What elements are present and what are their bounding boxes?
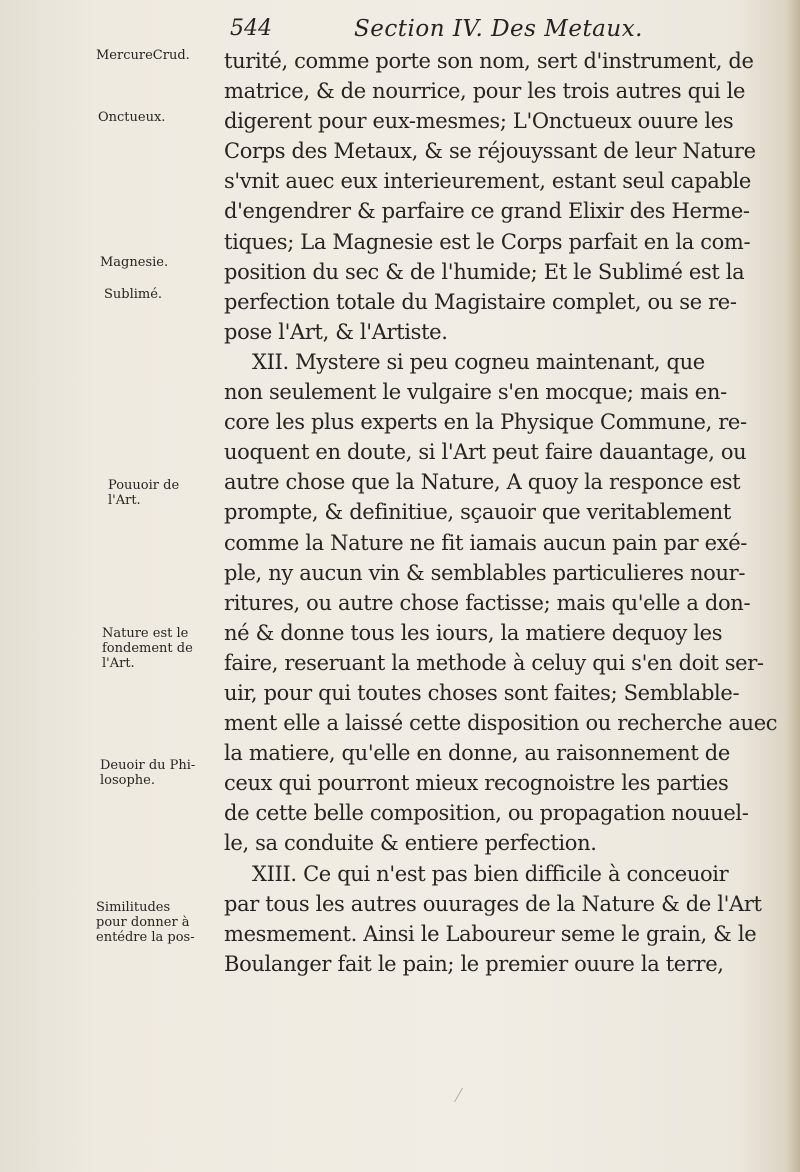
margin-note-line: pour donner à <box>96 915 190 930</box>
margin-note-deuoir <box>100 758 230 788</box>
paragraph-start-line: XIII. Ce qui n'est pas bien difficile à conceuoir <box>252 861 729 886</box>
page-number: 544 <box>230 16 272 41</box>
running-title: Section IV. Des Metaux. <box>354 16 643 42</box>
paragraph-start-line: XII. Mystere si peu cogneu maintenant, que <box>252 349 705 374</box>
page-edge-shadow <box>786 0 800 1172</box>
margin-note-line: Similitudes <box>96 900 171 915</box>
text-line: uoquent en doute, si l'Art peut faire dauantage, ou <box>224 440 747 465</box>
text-line: comme la Nature ne fit iamais aucun pain par exé- <box>224 530 748 555</box>
text-line: autre chose que la Nature, A quoy la responce est <box>224 470 741 495</box>
text-line: né & donne tous les iours, la matiere dequoy les <box>224 620 723 645</box>
text-line: Boulanger fait le pain; le premier ouure la terre, <box>224 951 724 976</box>
margin-note-similitudes <box>96 900 226 945</box>
text-line: ceux qui pourront mieux recognoistre les parties <box>224 771 729 796</box>
margin-note-line: Sublimé. <box>104 287 163 302</box>
margin-note-line: l'Art. <box>108 493 141 508</box>
text-line: turité, comme porte son nom, sert d'instrument, de <box>224 49 754 73</box>
margin-note-pouuoir <box>108 478 238 508</box>
text-line: la matiere, qu'elle en donne, au raisonnement de <box>224 741 730 766</box>
margin-note-sublime <box>104 287 234 302</box>
text-line: ple, ny aucun vin & semblables particulieres nour- <box>224 560 746 585</box>
text-line: non seulement le vulgaire s'en mocque; mais en- <box>224 380 727 405</box>
margin-note-line: l'Art. <box>102 656 135 671</box>
text-line: ritures, ou autre chose factisse; mais qu'elle a don- <box>224 590 751 615</box>
text-line: de cette belle composition, ou propagation nouuel- <box>224 801 749 826</box>
page-header <box>200 16 660 50</box>
pencil-mark <box>454 1088 473 1102</box>
text-line: pose l'Art, & l'Artiste. <box>224 319 448 344</box>
text-line: faire, reseruant la methode à celuy qui s'en doit ser- <box>224 650 764 675</box>
main-text-block <box>224 46 776 979</box>
margin-note-line: Deuoir du Phi- <box>100 758 196 773</box>
margin-note-line: fondement de <box>102 641 193 656</box>
text-line: prompte, & definitiue, sçauoir que veritablement <box>224 500 731 525</box>
margin-note-line: entédre la pos- <box>96 930 195 945</box>
text-line: mesmement. Ainsi le Laboureur seme le grain, & le <box>224 921 757 946</box>
margin-note-magnesie <box>100 255 230 270</box>
text-line: Corps des Metaux, & se réjouyssant de leur Nature <box>224 139 756 164</box>
text-line: par tous les autres ouurages de la Nature & de l'Art <box>224 891 762 916</box>
margin-note-line: MercureCrud. <box>96 48 190 63</box>
margin-note-line: Onctueux. <box>98 110 166 125</box>
text-line: tiques; La Magnesie est le Corps parfait en la com- <box>224 229 751 254</box>
margin-note-onctueux <box>98 110 228 125</box>
margin-note-line: losophe. <box>100 773 156 788</box>
margin-note-mercure-crud <box>96 48 226 63</box>
text-line: ment elle a laissé cette disposition ou recherche auec <box>224 711 778 736</box>
text-line: le, sa conduite & entiere perfection. <box>224 831 597 856</box>
text-line: s'vnit auec eux interieurement, estant seul capable <box>224 169 751 194</box>
text-line: uir, pour qui toutes choses sont faites; Semblable- <box>224 680 740 705</box>
text-line: core les plus experts en la Physique Commune, re- <box>224 410 747 435</box>
margin-note-line: Magnesie. <box>100 255 169 270</box>
text-line: digerent pour eux-mesmes; L'Onctueux ouure les <box>224 109 734 134</box>
text-line: d'engendrer & parfaire ce grand Elixir des Herme- <box>224 199 750 224</box>
text-line: perfection totale du Magistaire complet, ou se re- <box>224 289 737 314</box>
margin-note-line: Nature est le <box>102 626 189 641</box>
text-line: matrice, & de nourrice, pour les trois autres qui le <box>224 79 746 104</box>
text-line: position du sec & de l'humide; Et le Sublimé est la <box>224 259 745 284</box>
margin-note-line: Pouuoir de <box>108 478 180 493</box>
margin-note-nature <box>102 626 232 671</box>
